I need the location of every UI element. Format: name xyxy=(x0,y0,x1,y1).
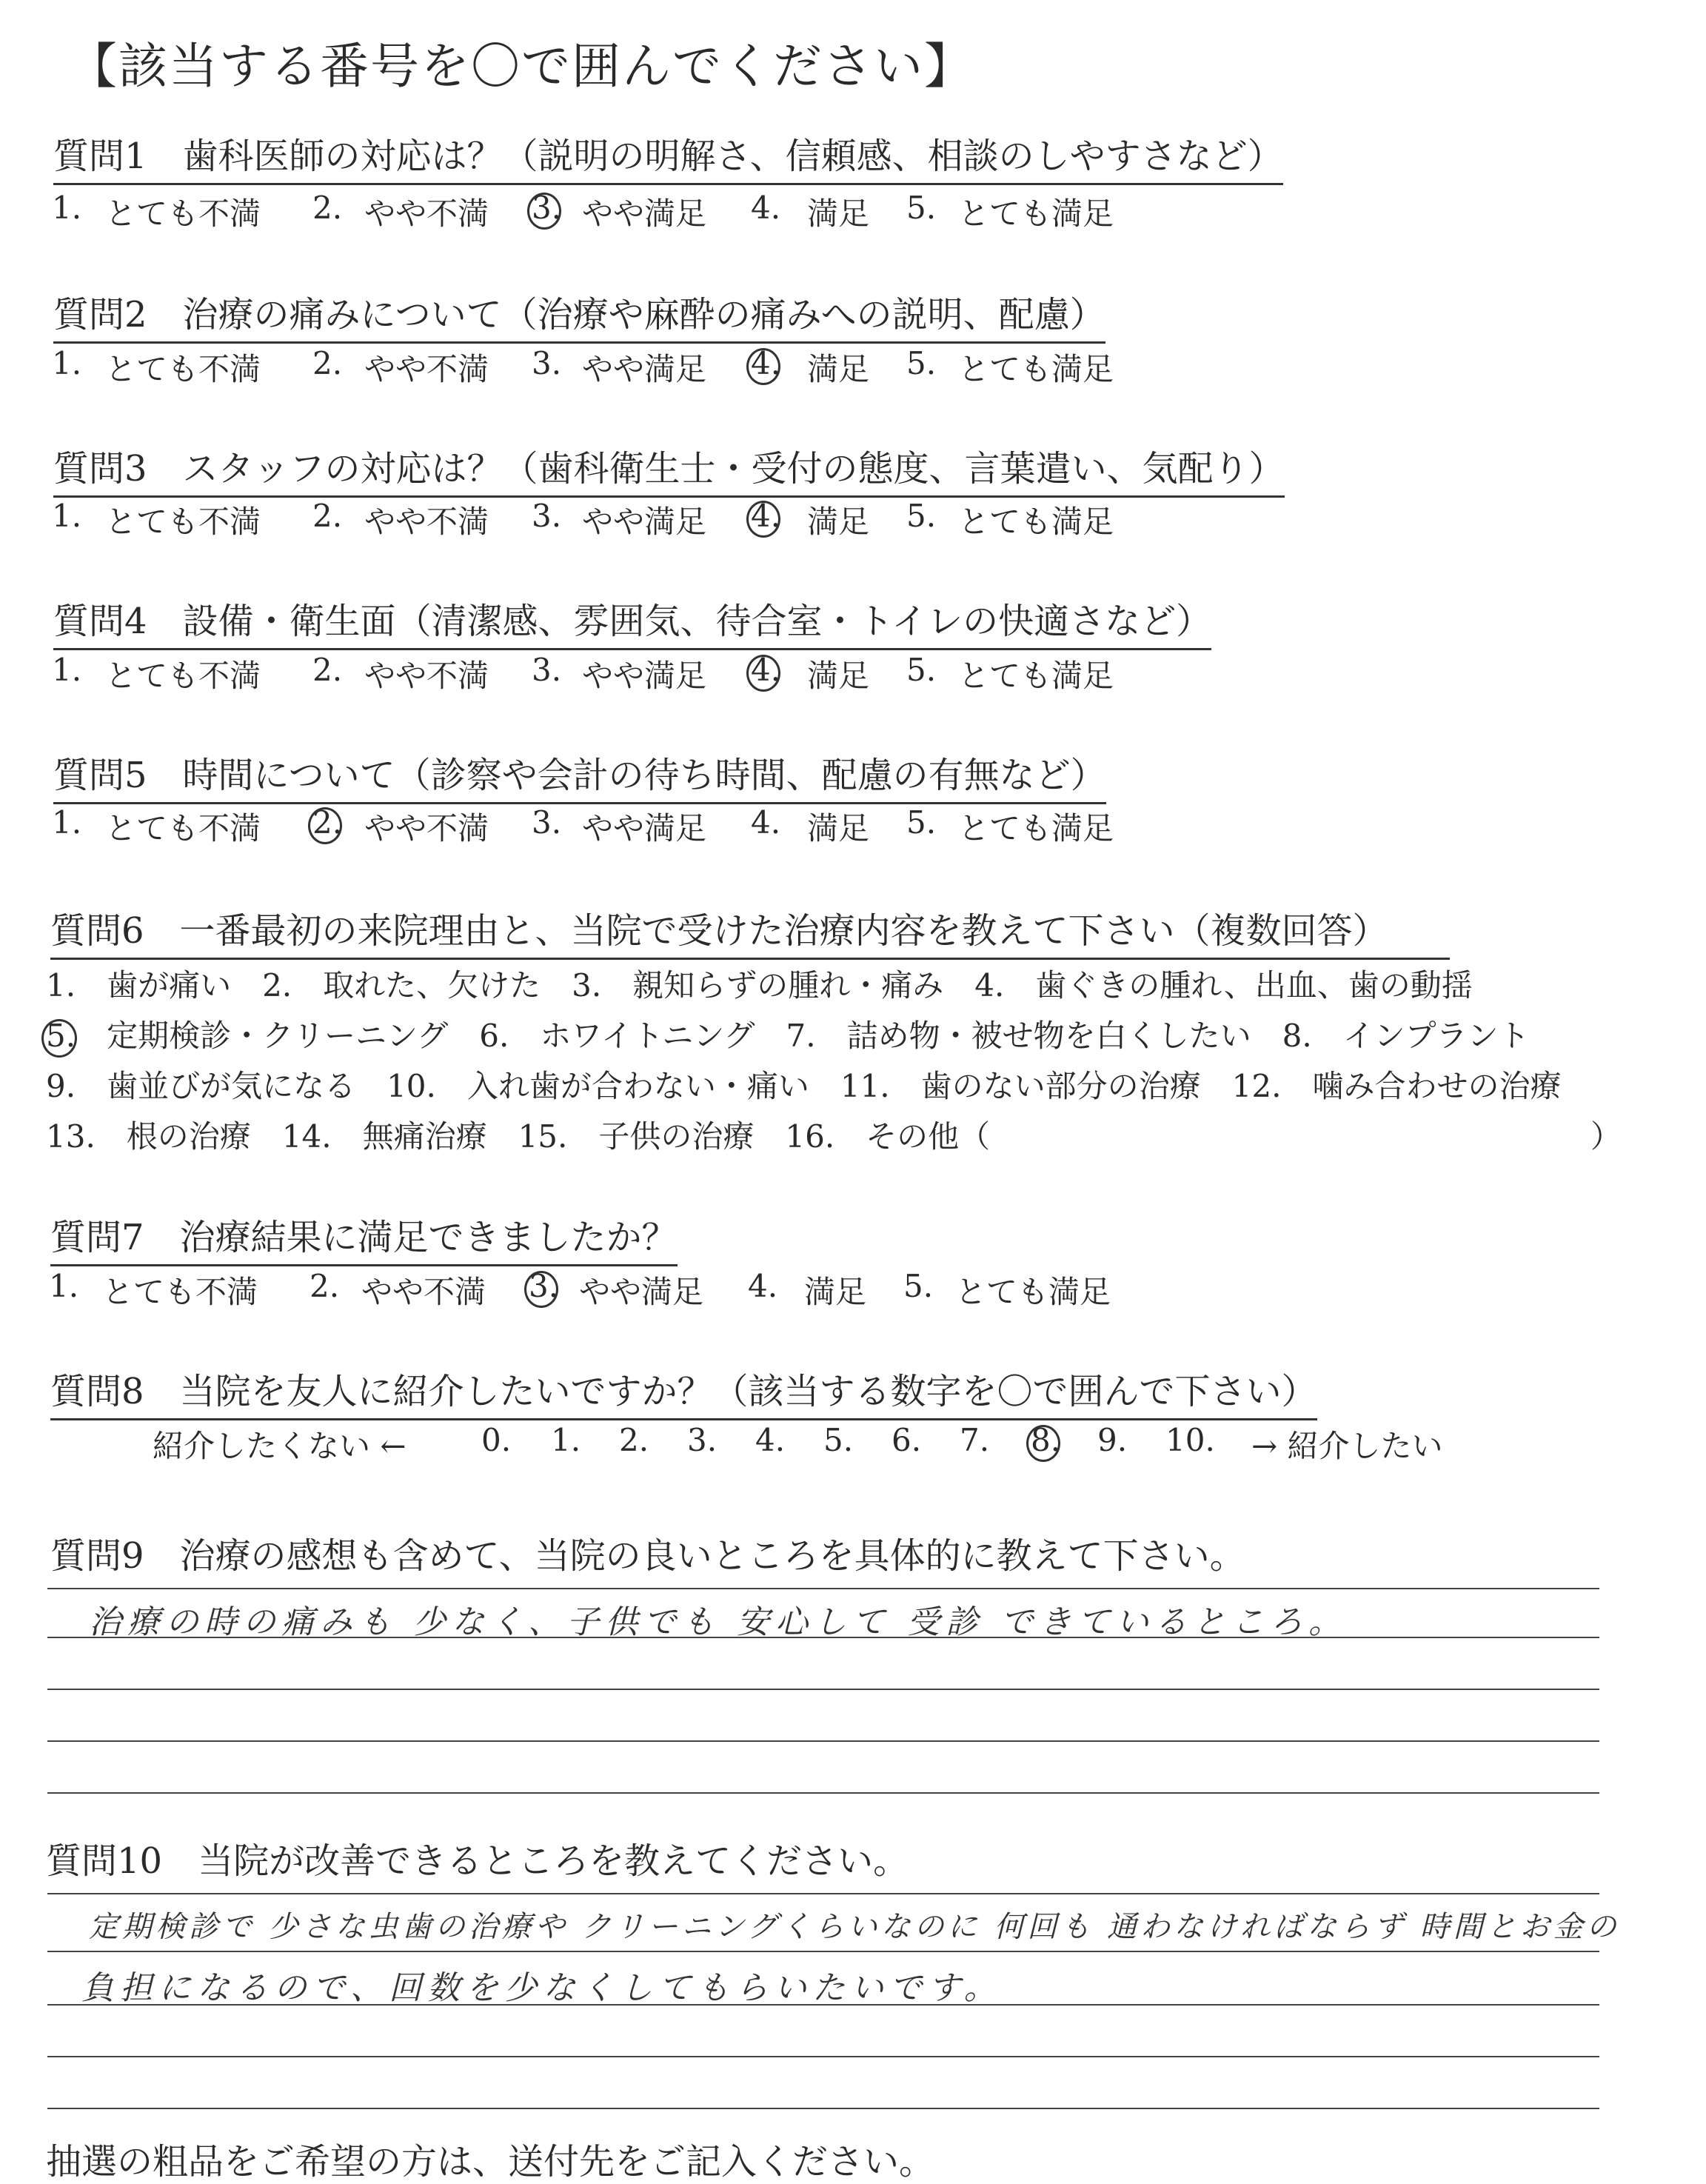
q10-answer-rule-4 xyxy=(47,2056,1599,2057)
q8-scale-1: 1. xyxy=(551,1422,581,1458)
q3-option-3-num: 3. xyxy=(532,498,562,534)
q8-right-label: → 紹介したい xyxy=(1251,1428,1443,1464)
question-8-title: 質問8 当院を友人に紹介したいですか？（該当する数字を〇で囲んで下さい） xyxy=(50,1363,1317,1420)
q3-option-4-label: 満足 xyxy=(807,504,870,540)
question-6-row-3[interactable]: 9. 歯並びが気になる 10. 入れ歯が合わない・痛い 11. 歯のない部分の治療 12. 噛み合わせの治療 xyxy=(46,1068,1562,1104)
q1-option-5-num: 5. xyxy=(906,190,937,226)
q1-option-3-label: やや満足 xyxy=(582,196,707,232)
q2-option-4-label: 満足 xyxy=(807,351,870,387)
q7-option-3-num-circled: 3. xyxy=(529,1268,559,1304)
q4-option-3-label: やや満足 xyxy=(582,658,707,694)
q1-option-2-label: やや不満 xyxy=(364,196,489,232)
question-7-title: 質問7 治療結果に満足できましたか？ xyxy=(50,1209,678,1266)
q5-option-5-num: 5. xyxy=(906,804,937,841)
q8-left-label: 紹介したくない ← xyxy=(153,1428,407,1464)
question-10-title: 質問10 当院が改善できるところを教えてください。 xyxy=(46,1840,909,1882)
question-4-title: 質問4 設備・衛生面（清潔感、雰囲気、待合室・トイレの快適さなど） xyxy=(53,592,1211,650)
q4-option-1-label: とても不満 xyxy=(105,658,261,694)
q9-handwritten-answer[interactable]: 治療の時の痛みも 少なく、子供でも 安心して 受診 できているところ。 xyxy=(89,1603,1348,1641)
question-1-options[interactable] xyxy=(52,190,1237,234)
q2-option-2-label: やや不満 xyxy=(364,351,489,387)
question-7-options[interactable] xyxy=(49,1268,1234,1312)
q9-answer-rule-5 xyxy=(47,1792,1599,1794)
q4-option-2-label: やや不満 xyxy=(364,658,489,694)
q1-option-5-label: とても満足 xyxy=(958,196,1114,232)
q9-answer-rule-1 xyxy=(47,1588,1599,1589)
q8-scale-9: 9. xyxy=(1097,1422,1128,1458)
q3-option-2-num: 2. xyxy=(312,498,343,534)
q7-option-2-num: 2. xyxy=(310,1268,340,1304)
q9-answer-rule-3 xyxy=(47,1689,1599,1690)
question-6-row-4[interactable]: 13. 根の治療 14. 無痛治療 15. 子供の治療 16. その他（ xyxy=(46,1118,991,1155)
q1-option-3-num-circled: 3. xyxy=(532,190,562,226)
q10-answer-rule-1 xyxy=(47,1893,1599,1894)
question-9-title: 質問9 治療の感想も含めて、当院の良いところを具体的に教えて下さい。 xyxy=(50,1535,1245,1577)
question-3-options[interactable] xyxy=(52,498,1237,542)
q3-option-3-label: やや満足 xyxy=(582,504,707,540)
question-2-options[interactable] xyxy=(52,345,1237,390)
question-1-title: 質問1 歯科医師の対応は？（説明の明解さ、信頼感、相談のしやすさなど） xyxy=(53,127,1283,185)
q1-option-1-num: 1. xyxy=(52,190,82,226)
q3-option-5-label: とても満足 xyxy=(958,504,1114,540)
q5-option-4-label: 満足 xyxy=(807,810,870,846)
q4-option-4-num-circled: 4. xyxy=(751,652,781,688)
q4-option-4-label: 満足 xyxy=(807,658,870,694)
q9-answer-rule-2 xyxy=(47,1637,1599,1638)
q5-option-2-label: やや不満 xyxy=(364,810,489,846)
q8-scale-0: 0. xyxy=(481,1422,512,1458)
q3-option-1-label: とても不満 xyxy=(105,504,261,540)
q4-option-2-num: 2. xyxy=(312,652,343,688)
q10-answer-rule-2 xyxy=(47,1951,1599,1952)
question-6-row-2[interactable] xyxy=(46,1012,1530,1056)
q7-option-3-label: やや満足 xyxy=(579,1274,704,1310)
q2-option-5-label: とても満足 xyxy=(958,351,1114,387)
question-3-title: 質問3 スタッフの対応は？（歯科衛生士・受付の態度、言葉遣い、気配り） xyxy=(53,440,1285,498)
q8-scale-8-circled: 8. xyxy=(1031,1422,1061,1458)
q8-scale-3: 3. xyxy=(687,1422,717,1458)
question-6-row-2-text: 5. 定期検診・クリーニング 6. ホワイトニング 7. 詰め物・被せ物を白くしたい 8. インプラント xyxy=(46,1018,1530,1054)
q7-option-4-num: 4. xyxy=(748,1268,778,1304)
question-6-title: 質問6 一番最初の来院理由と、当院で受けた治療内容を教えて下さい（複数回答） xyxy=(50,902,1450,960)
q5-option-2-num-circled: 2. xyxy=(312,804,343,841)
q4-option-5-num: 5. xyxy=(906,652,937,688)
q4-option-3-num: 3. xyxy=(532,652,562,688)
q9-answer-rule-4 xyxy=(47,1740,1599,1742)
q8-scale-10: 10. xyxy=(1165,1422,1215,1458)
q7-option-5-num: 5. xyxy=(903,1268,934,1304)
q7-option-1-num: 1. xyxy=(49,1268,79,1304)
q5-option-5-label: とても満足 xyxy=(958,810,1114,846)
q1-option-1-label: とても不満 xyxy=(105,196,261,232)
q7-option-1-label: とても不満 xyxy=(102,1274,258,1310)
question-5-title: 質問5 時間について（診察や会計の待ち時間、配慮の有無など） xyxy=(53,747,1106,804)
q2-option-3-label: やや満足 xyxy=(582,351,707,387)
question-8-scale[interactable] xyxy=(153,1422,1485,1466)
q5-option-4-num: 4. xyxy=(751,804,781,841)
q8-scale-4: 4. xyxy=(755,1422,786,1458)
footer-note: 抽選の粗品をご希望の方は、送付先をご記入ください。 xyxy=(46,2141,935,2183)
q1-option-2-num: 2. xyxy=(312,190,343,226)
q5-option-3-num: 3. xyxy=(532,804,562,841)
q10-handwritten-answer-line-2[interactable]: 負担になるので、回数を少なくしてもらいたいです。 xyxy=(81,1969,1003,2007)
q2-option-1-label: とても不満 xyxy=(105,351,261,387)
q2-option-5-num: 5. xyxy=(906,345,937,381)
q8-scale-7: 7. xyxy=(960,1422,990,1458)
q8-scale-6: 6. xyxy=(892,1422,922,1458)
q3-option-2-label: やや不満 xyxy=(364,504,489,540)
q2-option-4-num-circled: 4. xyxy=(751,345,781,381)
q4-option-5-label: とても満足 xyxy=(958,658,1114,694)
q2-option-3-num: 3. xyxy=(532,345,562,381)
question-6-row-1[interactable]: 1. 歯が痛い 2. 取れた、欠けた 3. 親知らずの腫れ・痛み 4. 歯ぐきの腫れ、出血、歯の動揺 xyxy=(46,967,1473,1003)
q2-option-1-num: 1. xyxy=(52,345,82,381)
page-header: 【該当する番号を〇で囲んでください】 xyxy=(68,38,974,95)
q3-option-4-num-circled: 4. xyxy=(751,498,781,534)
q7-option-2-label: やや不満 xyxy=(361,1274,486,1310)
q7-option-5-label: とても満足 xyxy=(955,1274,1111,1310)
q1-option-4-label: 満足 xyxy=(807,196,870,232)
q1-option-4-num: 4. xyxy=(751,190,781,226)
q8-scale-5: 5. xyxy=(823,1422,854,1458)
q2-option-2-num: 2. xyxy=(312,345,343,381)
q7-option-4-label: 満足 xyxy=(804,1274,867,1310)
q3-option-5-num: 5. xyxy=(906,498,937,534)
q4-option-1-num: 1. xyxy=(52,652,82,688)
question-6-close-paren: ） xyxy=(1590,1118,1622,1155)
q10-answer-rule-3 xyxy=(47,2004,1599,2006)
q5-option-3-label: やや満足 xyxy=(582,810,707,846)
q10-answer-rule-5 xyxy=(47,2108,1599,2109)
question-2-title: 質問2 治療の痛みについて（治療や麻酔の痛みへの説明、配慮） xyxy=(53,286,1105,344)
question-5-options[interactable] xyxy=(52,804,1237,849)
q5-option-1-label: とても不満 xyxy=(105,810,261,846)
q5-option-1-num: 1. xyxy=(52,804,82,841)
q8-scale-2: 2. xyxy=(619,1422,649,1458)
question-4-options[interactable] xyxy=(52,652,1237,696)
q10-handwritten-answer-line-1[interactable]: 定期検診で 少さな虫歯の治療や クリーニングくらいなのに 何回も 通わなければならず 時間とお金の xyxy=(89,1910,1620,1944)
q3-option-1-num: 1. xyxy=(52,498,82,534)
